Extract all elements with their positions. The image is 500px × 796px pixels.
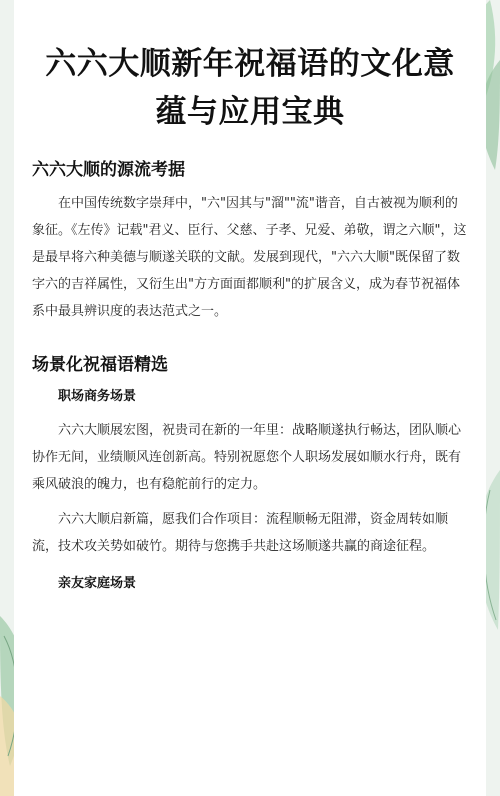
- section-paragraph-origin: 在中国传统数字崇拜中，"六"因其与"溜""流"谐音，自古被视为顺利的象征。《左传》记载"君义、臣行、父慈、子孝、兄爱、弟敬，谓之六顺"，这是最早将六种美德与顺遂关联的文献。发展到现代，"六六大顺"既保留了数字六的吉祥属性，又衍生出"方方面面都顺利"的扩展含义，成为春节祝福体系中最具辨识度的表达范式之一。: [32, 196, 467, 319]
- section-heading-scenarios: 场景化祝福语精选: [32, 355, 168, 375]
- section-heading-origin: 六六大顺的源流考据: [32, 160, 185, 180]
- subsection-heading-workplace: 职场商务场景: [58, 389, 137, 404]
- workplace-paragraph-2: 六六大顺启新篇，愿我们合作项目：流程顺畅无阻滞，资金周转如顺流，技术攻关势如破竹。期待与您携手共赴这场顺遂共赢的商途征程。: [32, 512, 449, 554]
- document-page: [14, 0, 486, 796]
- page-title: 六六大顺新年祝福语的文化意蕴与应用宝典: [45, 46, 455, 130]
- subsection-heading-family: 亲友家庭场景: [58, 576, 137, 591]
- workplace-paragraph-1: 六六大顺展宏图，祝贵司在新的一年里：战略顺遂执行畅达，团队顺心协作无间，业绩顺风连创新高。特别祝愿您个人职场发展如顺水行舟，既有乘风破浪的魄力，也有稳舵前行的定力。: [32, 423, 462, 492]
